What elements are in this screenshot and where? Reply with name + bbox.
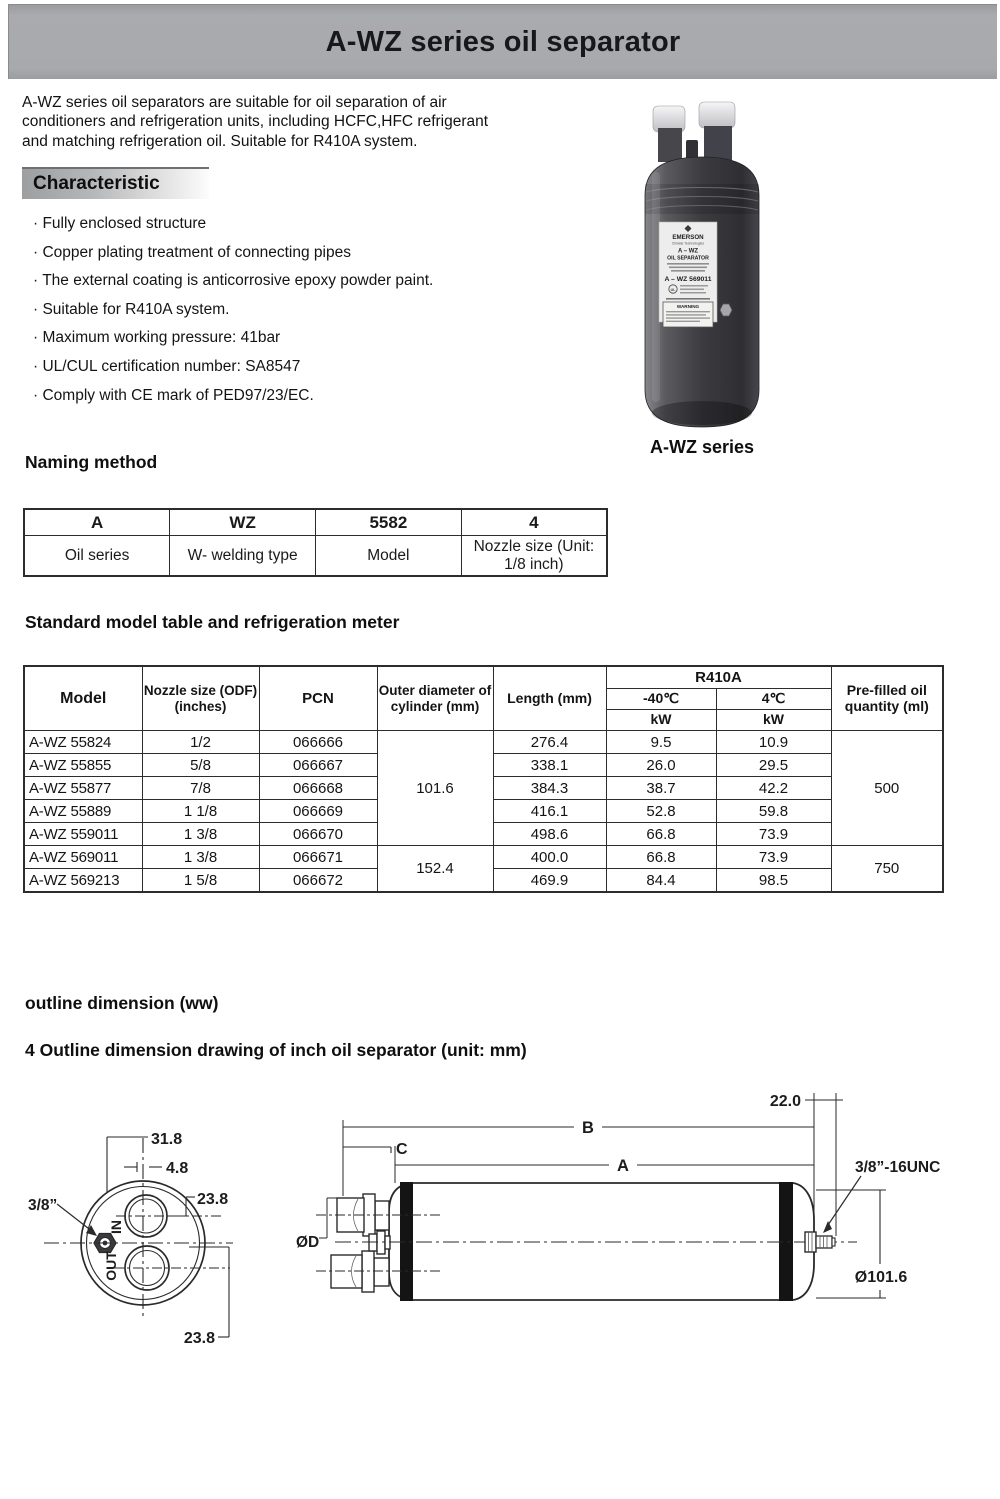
cell-pcn: 066667 [259,754,377,777]
dim-width-label: 31.8 [151,1131,183,1148]
cell-nozzle: 1 1/8 [142,800,259,823]
product-caption: A-WZ series [649,437,755,457]
cell-model: A-WZ 55889 [24,800,142,823]
header-od: Outer diameter of cylinder (mm) [377,666,493,731]
cell-kw-high: 59.8 [716,800,831,823]
outline-drawing-heading: 4 Outline dimension drawing of inch oil separator (unit: mm) [25,1040,527,1060]
characteristic-item: · The external coating is anticorrosive epoxy powder paint. [33,272,434,290]
cell-length: 384.3 [493,777,606,800]
dim-d-label: ØD [296,1234,320,1251]
model-table-heading: Standard model table and refrigeration meter [25,612,400,632]
side-view-drawing [316,1093,886,1301]
product-label [659,222,717,327]
cell-length: 276.4 [493,731,606,754]
cell-nozzle: 5/8 [142,754,259,777]
cell-length: 338.1 [493,754,606,777]
cell-model: A-WZ 559011 [24,823,142,846]
cell-od-group: 152.4 [377,846,493,893]
leader-arrow-icon [823,1221,832,1233]
characteristic-item: · Maximum working pressure: 41bar [33,329,281,347]
cell-model: A-WZ 55877 [24,777,142,800]
dim-b-label: B [582,1119,594,1137]
port-size-label: 3/8” [28,1197,58,1214]
label-brand: EMERSON [672,234,704,241]
intro-line: A-WZ series oil separators are suitable for oil separation of air [22,94,447,111]
cell-nozzle: 1 3/8 [142,823,259,846]
side-fitting-nub [720,304,732,316]
cell-pcn: 066671 [259,846,377,869]
header-r410a: R410A [606,666,831,689]
dim-a-label: A [617,1157,629,1175]
dim-in-offset-label: 23.8 [197,1191,229,1208]
cell-kw-low: 38.7 [606,777,716,800]
naming-meaning-cell: Nozzle size (Unit: 1/8 inch) [461,536,607,577]
outline-drawing [0,1078,1000,1393]
label-type: OIL SEPARATOR [667,255,709,262]
cell-pcn: 066668 [259,777,377,800]
cell-nozzle: 1 3/8 [142,846,259,869]
cell-kw-low: 66.8 [606,846,716,869]
characteristic-item: · Comply with CE mark of PED97/23/EC. [33,386,314,404]
cell-kw-low: 9.5 [606,731,716,754]
cell-nozzle: 7/8 [142,777,259,800]
label-warning: WARNING [676,304,700,309]
cell-pcn: 066666 [259,731,377,754]
characteristic-heading: Characteristic [22,167,209,199]
naming-method-heading: Naming method [25,452,158,472]
cell-length: 400.0 [493,846,606,869]
header-kw: kW [716,710,831,731]
cell-nozzle: 1/2 [142,731,259,754]
intro-paragraph [22,93,582,151]
cell-kw-high: 29.5 [716,754,831,777]
header-kw: kW [606,710,716,731]
header-bar [8,4,997,79]
cell-kw-low: 84.4 [606,869,716,893]
header-model: Model [24,666,142,731]
cell-pcn: 066669 [259,800,377,823]
in-port-label: IN [108,1220,124,1234]
cell-length: 498.6 [493,823,606,846]
label-sub-brand: Climate Technologies [671,241,705,246]
label-model: A – WZ [677,248,699,255]
cell-oil-group: 750 [831,846,943,893]
cell-oil-group: 500 [831,731,943,846]
top-view-drawing [44,1137,233,1337]
outline-dimension-heading: outline dimension (ww) [25,993,219,1013]
cell-kw-high: 42.2 [716,777,831,800]
dim-c-label: C [396,1141,408,1158]
thread-label: 3/8”-16UNC [855,1159,941,1176]
product-photo [622,100,792,435]
stud-fitting [805,1232,835,1252]
page-title: A-WZ series oil separator [325,25,681,58]
naming-code-cell: A [24,509,170,536]
header-length: Length (mm) [493,666,606,731]
cell-model: A-WZ 55855 [24,754,142,777]
cell-pcn: 066670 [259,823,377,846]
cell-nozzle: 1 5/8 [142,869,259,893]
dim-stud-label: 22.0 [769,1093,801,1110]
naming-code-cell: WZ [170,509,316,536]
naming-table [23,508,608,577]
drawing-labels [28,1093,940,1347]
naming-meaning-cell: W- welding type [170,536,316,577]
table-row [24,731,943,754]
header-pcn: PCN [259,666,377,731]
cell-od-group: 101.6 [377,731,493,846]
header-oil: Pre-filled oil quantity (ml) [831,666,943,731]
naming-meaning-cell: Oil series [24,536,170,577]
naming-code-cell: 4 [461,509,607,536]
cell-kw-high: 73.9 [716,823,831,846]
naming-code-cell: 5582 [316,509,462,536]
intro-line: and matching refrigeration oil. Suitable for R410A system. [22,132,418,150]
cell-length: 469.9 [493,869,606,893]
dim-diameter-label: Ø101.6 [854,1269,908,1286]
cell-model: A-WZ 55824 [24,731,142,754]
cell-model: A-WZ 569011 [24,846,142,869]
cell-kw-low: 66.8 [606,823,716,846]
cell-kw-low: 52.8 [606,800,716,823]
characteristic-item: · Fully enclosed structure [33,215,207,232]
intro-line: conditioners and refrigeration units, including HCFC,HFC refrigerant [22,113,489,131]
cell-pcn: 066672 [259,869,377,893]
model-table [23,665,944,893]
characteristic-item: · UL/CUL certification number: SA8547 [33,357,301,375]
cell-model: A-WZ 569213 [24,869,142,893]
header-temp-low: -40℃ [606,689,716,710]
out-port-label: OUT [103,1251,119,1281]
dim-offset-label: 4.8 [166,1160,189,1177]
dim-out-offset-label: 23.8 [183,1330,215,1347]
inlet-outlet-fittings [331,1194,390,1292]
table-row [24,846,943,869]
cell-kw-high: 98.5 [716,869,831,893]
header-temp-high: 4℃ [716,689,831,710]
label-code: A – WZ 569011 [664,276,712,283]
cell-kw-low: 26.0 [606,754,716,777]
cell-kw-high: 10.9 [716,731,831,754]
ul-mark-icon: UL [670,287,676,292]
naming-meaning-cell: Model [316,536,462,577]
characteristic-item: · Suitable for R410A system. [33,300,230,318]
cell-kw-high: 73.9 [716,846,831,869]
characteristic-list [33,210,433,410]
cell-length: 416.1 [493,800,606,823]
characteristic-item: · Copper plating treatment of connecting pipes [33,243,351,261]
header-nozzle: Nozzle size (ODF) (inches) [142,666,259,731]
